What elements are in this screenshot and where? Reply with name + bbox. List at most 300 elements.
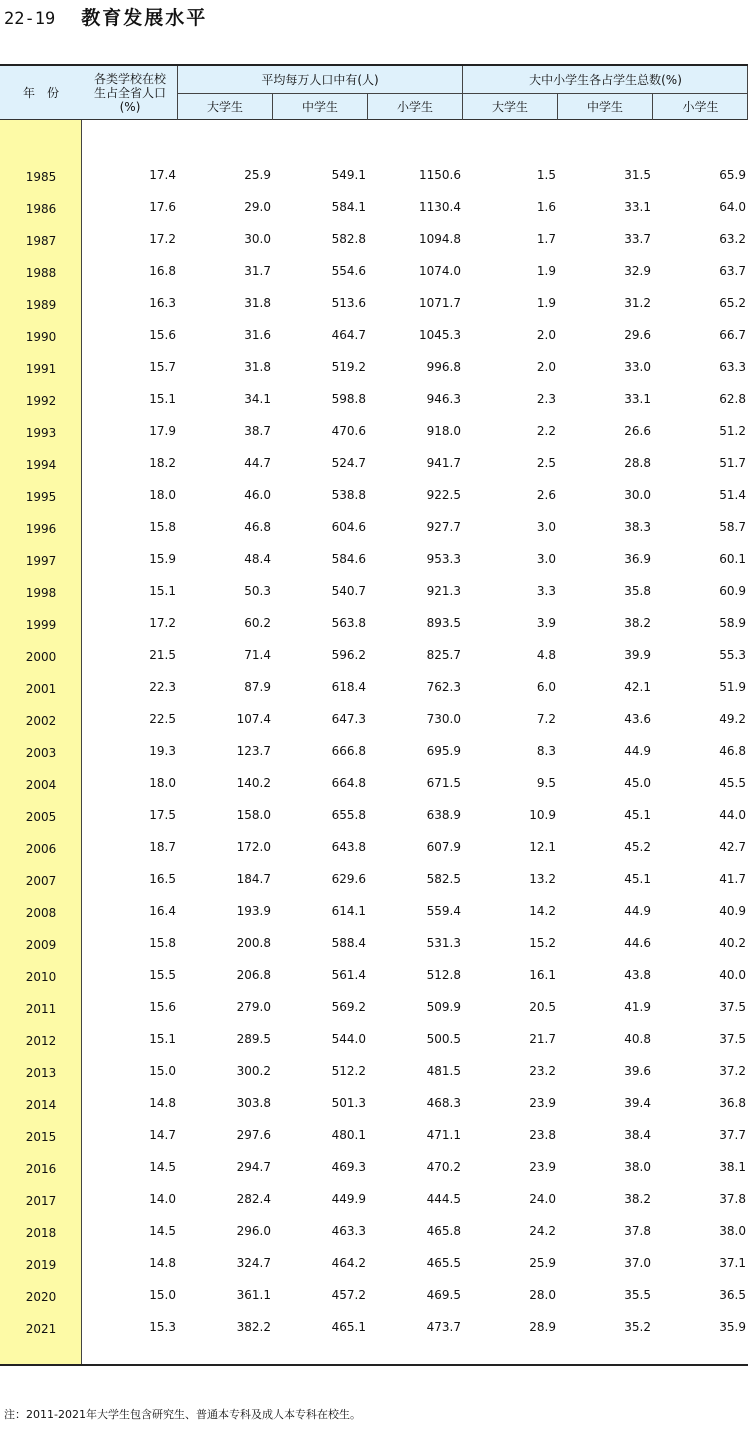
- cell-per10k-primary: 1130.4: [419, 200, 461, 214]
- cell-per10k-primary: 465.5: [426, 1256, 461, 1270]
- cell-ratio: 15.6: [149, 328, 176, 342]
- footnote: 注：2011-2021年大学生包含研究生、普通本专科及成人本专科在校生。: [4, 1408, 361, 1421]
- cell-share-university: 2.3: [536, 392, 556, 406]
- cell-per10k-primary: 1150.6: [419, 168, 461, 182]
- cell-share-middle: 31.5: [624, 168, 651, 182]
- cell-ratio: 18.0: [149, 776, 176, 790]
- cell-share-middle: 43.6: [624, 712, 651, 726]
- cell-ratio: 17.4: [149, 168, 176, 182]
- cell-per10k-primary: 465.8: [426, 1224, 461, 1238]
- divider: [557, 93, 558, 120]
- cell-share-middle: 38.2: [624, 1192, 651, 1206]
- cell-per10k-primary: 1045.3: [419, 328, 461, 342]
- cell-per10k-university: 30.0: [244, 232, 271, 246]
- cell-share-university: 23.9: [529, 1160, 556, 1174]
- cell-per10k-middle: 569.2: [331, 1000, 366, 1014]
- cell-ratio: 16.3: [149, 296, 176, 310]
- cell-per10k-primary: 512.8: [426, 968, 461, 982]
- cell-share-middle: 39.9: [624, 648, 651, 662]
- table-row: [0, 1000, 748, 1032]
- cell-per10k-middle: 561.4: [331, 968, 366, 982]
- cell-year: 1995: [25, 490, 57, 504]
- cell-ratio: 15.5: [149, 968, 176, 982]
- cell-ratio: 15.7: [149, 360, 176, 374]
- cell-share-university: 24.2: [529, 1224, 556, 1238]
- table-row: [0, 1032, 748, 1064]
- cell-per10k-primary: 918.0: [426, 424, 461, 438]
- cell-per10k-university: 303.8: [236, 1096, 271, 1110]
- cell-share-middle: 31.2: [624, 296, 651, 310]
- cell-year: 2018: [25, 1226, 57, 1240]
- cell-per10k-university: 297.6: [236, 1128, 271, 1142]
- cell-per10k-university: 294.7: [236, 1160, 271, 1174]
- cell-ratio: 15.1: [149, 392, 176, 406]
- cell-share-middle: 37.0: [624, 1256, 651, 1270]
- cell-per10k-primary: 500.5: [426, 1032, 461, 1046]
- cell-per10k-primary: 671.5: [426, 776, 461, 790]
- cell-year: 2019: [25, 1258, 57, 1272]
- cell-per10k-middle: 469.3: [331, 1160, 366, 1174]
- header-share-university: 大学生: [491, 100, 528, 114]
- cell-per10k-middle: 464.7: [331, 328, 366, 342]
- table-row: [0, 904, 748, 936]
- divider: [652, 93, 653, 120]
- cell-share-primary: 51.9: [719, 680, 746, 694]
- cell-share-middle: 35.5: [624, 1288, 651, 1302]
- cell-share-university: 16.1: [529, 968, 556, 982]
- cell-ratio: 15.8: [149, 936, 176, 950]
- cell-share-university: 15.2: [529, 936, 556, 950]
- cell-year: 1991: [25, 362, 57, 376]
- cell-per10k-middle: 501.3: [331, 1096, 366, 1110]
- divider: [272, 93, 273, 120]
- table-row: [0, 456, 748, 488]
- cell-share-middle: 44.6: [624, 936, 651, 950]
- cell-share-university: 2.5: [536, 456, 556, 470]
- cell-share-middle: 40.8: [624, 1032, 651, 1046]
- cell-share-primary: 42.7: [719, 840, 746, 854]
- cell-share-university: 2.0: [536, 328, 556, 342]
- cell-share-middle: 26.6: [624, 424, 651, 438]
- cell-per10k-university: 48.4: [244, 552, 271, 566]
- table-row: [0, 392, 748, 424]
- table-row: [0, 840, 748, 872]
- cell-per10k-primary: 469.5: [426, 1288, 461, 1302]
- cell-per10k-university: 361.1: [236, 1288, 271, 1302]
- cell-ratio: 15.3: [149, 1320, 176, 1334]
- cell-per10k-primary: 471.1: [426, 1128, 461, 1142]
- cell-year: 2000: [25, 650, 57, 664]
- cell-per10k-primary: 481.5: [426, 1064, 461, 1078]
- cell-ratio: 15.0: [149, 1288, 176, 1302]
- cell-per10k-middle: 596.2: [331, 648, 366, 662]
- cell-share-primary: 41.7: [719, 872, 746, 886]
- cell-per10k-university: 382.2: [236, 1320, 271, 1334]
- cell-share-middle: 38.3: [624, 520, 651, 534]
- cell-share-primary: 37.8: [719, 1192, 746, 1206]
- table-row: [0, 296, 748, 328]
- cell-per10k-university: 60.2: [244, 616, 271, 630]
- cell-share-middle: 28.8: [624, 456, 651, 470]
- cell-share-middle: 33.0: [624, 360, 651, 374]
- cell-per10k-primary: 946.3: [426, 392, 461, 406]
- cell-per10k-primary: 921.3: [426, 584, 461, 598]
- cell-share-middle: 35.2: [624, 1320, 651, 1334]
- cell-year: 1989: [25, 298, 57, 312]
- header-per10k-university: 大学生: [206, 100, 243, 114]
- cell-per10k-middle: 666.8: [331, 744, 366, 758]
- cell-year: 2015: [25, 1130, 57, 1144]
- header-year: 年 份: [22, 86, 59, 100]
- cell-ratio: 16.8: [149, 264, 176, 278]
- table-row: [0, 584, 748, 616]
- cell-share-university: 28.0: [529, 1288, 556, 1302]
- cell-share-university: 7.2: [536, 712, 556, 726]
- cell-share-university: 12.1: [529, 840, 556, 854]
- cell-share-university: 10.9: [529, 808, 556, 822]
- table-row: [0, 1224, 748, 1256]
- table-row: [0, 680, 748, 712]
- cell-per10k-university: 87.9: [244, 680, 271, 694]
- cell-share-university: 1.5: [536, 168, 556, 182]
- cell-year: 2008: [25, 906, 57, 920]
- cell-share-primary: 44.0: [719, 808, 746, 822]
- cell-per10k-primary: 762.3: [426, 680, 461, 694]
- cell-per10k-university: 25.9: [244, 168, 271, 182]
- cell-share-middle: 33.7: [624, 232, 651, 246]
- cell-per10k-university: 29.0: [244, 200, 271, 214]
- cell-per10k-university: 123.7: [236, 744, 271, 758]
- cell-per10k-primary: 825.7: [426, 648, 461, 662]
- cell-year: 2003: [25, 746, 57, 760]
- cell-ratio: 16.4: [149, 904, 176, 918]
- cell-per10k-middle: 540.7: [331, 584, 366, 598]
- cell-ratio: 14.8: [149, 1256, 176, 1270]
- table-row: [0, 168, 748, 200]
- table-row: [0, 360, 748, 392]
- table-row: [0, 776, 748, 808]
- cell-ratio: 17.5: [149, 808, 176, 822]
- cell-per10k-middle: 512.2: [331, 1064, 366, 1078]
- cell-per10k-university: 107.4: [236, 712, 271, 726]
- cell-per10k-university: 140.2: [236, 776, 271, 790]
- cell-share-primary: 65.9: [719, 168, 746, 182]
- cell-year: 2013: [25, 1066, 57, 1080]
- cell-per10k-primary: 922.5: [426, 488, 461, 502]
- cell-per10k-middle: 584.6: [331, 552, 366, 566]
- cell-share-university: 21.7: [529, 1032, 556, 1046]
- cell-per10k-university: 38.7: [244, 424, 271, 438]
- cell-per10k-middle: 538.8: [331, 488, 366, 502]
- table-row: [0, 200, 748, 232]
- cell-share-middle: 32.9: [624, 264, 651, 278]
- table-row: [0, 1064, 748, 1096]
- cell-per10k-university: 31.6: [244, 328, 271, 342]
- cell-share-middle: 41.9: [624, 1000, 651, 1014]
- cell-share-university: 13.2: [529, 872, 556, 886]
- cell-share-primary: 51.4: [719, 488, 746, 502]
- cell-per10k-middle: 584.1: [331, 200, 366, 214]
- cell-ratio: 17.6: [149, 200, 176, 214]
- header-group-per10k: 平均每万人口中有(人): [261, 72, 379, 87]
- cell-share-primary: 58.9: [719, 616, 746, 630]
- table-row: [0, 328, 748, 360]
- cell-ratio: 17.2: [149, 616, 176, 630]
- header-per10k-primary: 小学生: [396, 100, 433, 114]
- table-row: [0, 1128, 748, 1160]
- cell-ratio: 15.6: [149, 1000, 176, 1014]
- cell-per10k-university: 300.2: [236, 1064, 271, 1078]
- cell-year: 1998: [25, 586, 57, 600]
- cell-share-middle: 36.9: [624, 552, 651, 566]
- cell-share-middle: 38.0: [624, 1160, 651, 1174]
- cell-share-primary: 63.7: [719, 264, 746, 278]
- cell-share-primary: 35.9: [719, 1320, 746, 1334]
- cell-share-primary: 40.2: [719, 936, 746, 950]
- cell-share-university: 1.6: [536, 200, 556, 214]
- cell-ratio: 14.7: [149, 1128, 176, 1142]
- cell-per10k-university: 282.4: [236, 1192, 271, 1206]
- cell-share-middle: 42.1: [624, 680, 651, 694]
- cell-share-primary: 37.5: [719, 1000, 746, 1014]
- table-row: [0, 552, 748, 584]
- cell-per10k-middle: 463.3: [331, 1224, 366, 1238]
- cell-ratio: 19.3: [149, 744, 176, 758]
- cell-share-middle: 44.9: [624, 904, 651, 918]
- cell-per10k-primary: 638.9: [426, 808, 461, 822]
- cell-per10k-university: 289.5: [236, 1032, 271, 1046]
- cell-share-primary: 40.9: [719, 904, 746, 918]
- cell-share-university: 23.2: [529, 1064, 556, 1078]
- cell-year: 2009: [25, 938, 57, 952]
- cell-year: 1996: [25, 522, 57, 536]
- cell-per10k-university: 46.8: [244, 520, 271, 534]
- cell-share-university: 2.2: [536, 424, 556, 438]
- cell-share-primary: 37.7: [719, 1128, 746, 1142]
- cell-share-middle: 44.9: [624, 744, 651, 758]
- table-row: [0, 1160, 748, 1192]
- cell-ratio: 15.1: [149, 1032, 176, 1046]
- cell-per10k-middle: 655.8: [331, 808, 366, 822]
- header-share-primary: 小学生: [682, 100, 719, 114]
- cell-share-university: 20.5: [529, 1000, 556, 1014]
- cell-per10k-university: 50.3: [244, 584, 271, 598]
- cell-share-middle: 39.6: [624, 1064, 651, 1078]
- table-body: [0, 168, 748, 1352]
- cell-share-middle: 45.0: [624, 776, 651, 790]
- header-per10k-middle: 中学生: [301, 100, 338, 114]
- cell-share-primary: 55.3: [719, 648, 746, 662]
- cell-share-primary: 40.0: [719, 968, 746, 982]
- cell-year: 1985: [25, 170, 57, 184]
- cell-per10k-middle: 449.9: [331, 1192, 366, 1206]
- cell-share-primary: 64.0: [719, 200, 746, 214]
- cell-ratio: 14.0: [149, 1192, 176, 1206]
- cell-per10k-primary: 531.3: [426, 936, 461, 950]
- cell-share-university: 1.9: [536, 264, 556, 278]
- cell-per10k-university: 158.0: [236, 808, 271, 822]
- cell-year: 1994: [25, 458, 57, 472]
- cell-share-university: 28.9: [529, 1320, 556, 1334]
- cell-share-middle: 33.1: [624, 200, 651, 214]
- cell-per10k-university: 71.4: [244, 648, 271, 662]
- header-share-middle: 中学生: [586, 100, 623, 114]
- cell-per10k-university: 31.8: [244, 296, 271, 310]
- cell-share-primary: 37.5: [719, 1032, 746, 1046]
- cell-per10k-middle: 544.0: [331, 1032, 366, 1046]
- cell-per10k-primary: 1094.8: [419, 232, 461, 246]
- cell-share-university: 3.3: [536, 584, 556, 598]
- cell-share-primary: 60.9: [719, 584, 746, 598]
- cell-share-primary: 46.8: [719, 744, 746, 758]
- cell-per10k-middle: 604.6: [331, 520, 366, 534]
- cell-share-primary: 37.1: [719, 1256, 746, 1270]
- cell-ratio: 18.7: [149, 840, 176, 854]
- cell-per10k-primary: 953.3: [426, 552, 461, 566]
- table-row: [0, 616, 748, 648]
- table-row: [0, 264, 748, 296]
- cell-ratio: 15.8: [149, 520, 176, 534]
- cell-per10k-primary: 509.9: [426, 1000, 461, 1014]
- cell-per10k-primary: 927.7: [426, 520, 461, 534]
- cell-ratio: 15.9: [149, 552, 176, 566]
- cell-per10k-primary: 582.5: [426, 872, 461, 886]
- cell-share-university: 4.8: [536, 648, 556, 662]
- cell-per10k-university: 296.0: [236, 1224, 271, 1238]
- cell-share-university: 2.0: [536, 360, 556, 374]
- cell-share-primary: 37.2: [719, 1064, 746, 1078]
- cell-share-university: 3.9: [536, 616, 556, 630]
- cell-year: 1988: [25, 266, 57, 280]
- cell-per10k-university: 34.1: [244, 392, 271, 406]
- cell-per10k-primary: 1071.7: [419, 296, 461, 310]
- cell-per10k-university: 46.0: [244, 488, 271, 502]
- table-row: [0, 648, 748, 680]
- cell-share-primary: 45.5: [719, 776, 746, 790]
- cell-share-university: 8.3: [536, 744, 556, 758]
- cell-ratio: 18.2: [149, 456, 176, 470]
- cell-share-middle: 38.4: [624, 1128, 651, 1142]
- cell-year: 1993: [25, 426, 57, 440]
- cell-per10k-university: 172.0: [236, 840, 271, 854]
- cell-per10k-middle: 563.8: [331, 616, 366, 630]
- cell-year: 1997: [25, 554, 57, 568]
- cell-year: 2016: [25, 1162, 57, 1176]
- table-header: [0, 66, 748, 120]
- cell-share-middle: 35.8: [624, 584, 651, 598]
- header-group-share: 大中小学生各占学生总数(%): [529, 72, 682, 87]
- cell-share-primary: 66.7: [719, 328, 746, 342]
- cell-per10k-middle: 647.3: [331, 712, 366, 726]
- cell-per10k-middle: 643.8: [331, 840, 366, 854]
- cell-year: 1987: [25, 234, 57, 248]
- cell-share-university: 1.7: [536, 232, 556, 246]
- cell-year: 2021: [25, 1322, 57, 1336]
- cell-share-university: 1.9: [536, 296, 556, 310]
- cell-per10k-university: 324.7: [236, 1256, 271, 1270]
- cell-year: 2017: [25, 1194, 57, 1208]
- cell-per10k-primary: 730.0: [426, 712, 461, 726]
- cell-year: 2011: [25, 1002, 57, 1016]
- cell-share-primary: 36.5: [719, 1288, 746, 1302]
- cell-per10k-university: 31.8: [244, 360, 271, 374]
- table-code: 22-19: [4, 9, 56, 29]
- cell-per10k-middle: 480.1: [331, 1128, 366, 1142]
- cell-share-primary: 38.0: [719, 1224, 746, 1238]
- cell-share-university: 23.8: [529, 1128, 556, 1142]
- cell-per10k-university: 279.0: [236, 1000, 271, 1014]
- table-row: [0, 808, 748, 840]
- cell-per10k-primary: 893.5: [426, 616, 461, 630]
- cell-year: 1986: [25, 202, 57, 216]
- cell-share-primary: 38.1: [719, 1160, 746, 1174]
- cell-per10k-primary: 695.9: [426, 744, 461, 758]
- cell-per10k-middle: 470.6: [331, 424, 366, 438]
- table-row: [0, 1096, 748, 1128]
- cell-per10k-middle: 618.4: [331, 680, 366, 694]
- cell-per10k-primary: 468.3: [426, 1096, 461, 1110]
- cell-per10k-university: 44.7: [244, 456, 271, 470]
- cell-ratio: 17.9: [149, 424, 176, 438]
- cell-ratio: 22.5: [149, 712, 176, 726]
- cell-share-primary: 63.2: [719, 232, 746, 246]
- cell-per10k-middle: 598.8: [331, 392, 366, 406]
- cell-share-university: 9.5: [536, 776, 556, 790]
- table-row: [0, 1320, 748, 1352]
- cell-per10k-primary: 470.2: [426, 1160, 461, 1174]
- cell-per10k-university: 184.7: [236, 872, 271, 886]
- cell-ratio: 15.1: [149, 584, 176, 598]
- cell-share-middle: 30.0: [624, 488, 651, 502]
- divider: [178, 93, 748, 94]
- cell-per10k-middle: 519.2: [331, 360, 366, 374]
- cell-per10k-middle: 664.8: [331, 776, 366, 790]
- table-row: [0, 520, 748, 552]
- divider: [367, 93, 368, 120]
- cell-per10k-middle: 549.1: [331, 168, 366, 182]
- cell-share-primary: 36.8: [719, 1096, 746, 1110]
- table-row: [0, 1256, 748, 1288]
- education-table: [0, 64, 748, 1366]
- cell-year: 2007: [25, 874, 57, 888]
- table-row: [0, 712, 748, 744]
- header-ratio: 各类学校在校生占全省人口(%): [93, 72, 166, 114]
- cell-share-middle: 29.6: [624, 328, 651, 342]
- table-row: [0, 424, 748, 456]
- cell-per10k-middle: 513.6: [331, 296, 366, 310]
- table-row: [0, 1288, 748, 1320]
- cell-year: 2006: [25, 842, 57, 856]
- cell-year: 2014: [25, 1098, 57, 1112]
- cell-share-middle: 33.1: [624, 392, 651, 406]
- cell-share-primary: 62.8: [719, 392, 746, 406]
- cell-per10k-university: 200.8: [236, 936, 271, 950]
- cell-per10k-middle: 582.8: [331, 232, 366, 246]
- cell-per10k-middle: 464.2: [331, 1256, 366, 1270]
- cell-year: 2004: [25, 778, 57, 792]
- cell-share-primary: 49.2: [719, 712, 746, 726]
- table-row: [0, 1192, 748, 1224]
- table-row: [0, 488, 748, 520]
- cell-share-primary: 51.7: [719, 456, 746, 470]
- table-row: [0, 872, 748, 904]
- cell-share-primary: 51.2: [719, 424, 746, 438]
- cell-per10k-primary: 607.9: [426, 840, 461, 854]
- table-name: 教育发展水平: [81, 7, 208, 29]
- cell-share-university: 2.6: [536, 488, 556, 502]
- cell-share-university: 25.9: [529, 1256, 556, 1270]
- cell-share-university: 3.0: [536, 520, 556, 534]
